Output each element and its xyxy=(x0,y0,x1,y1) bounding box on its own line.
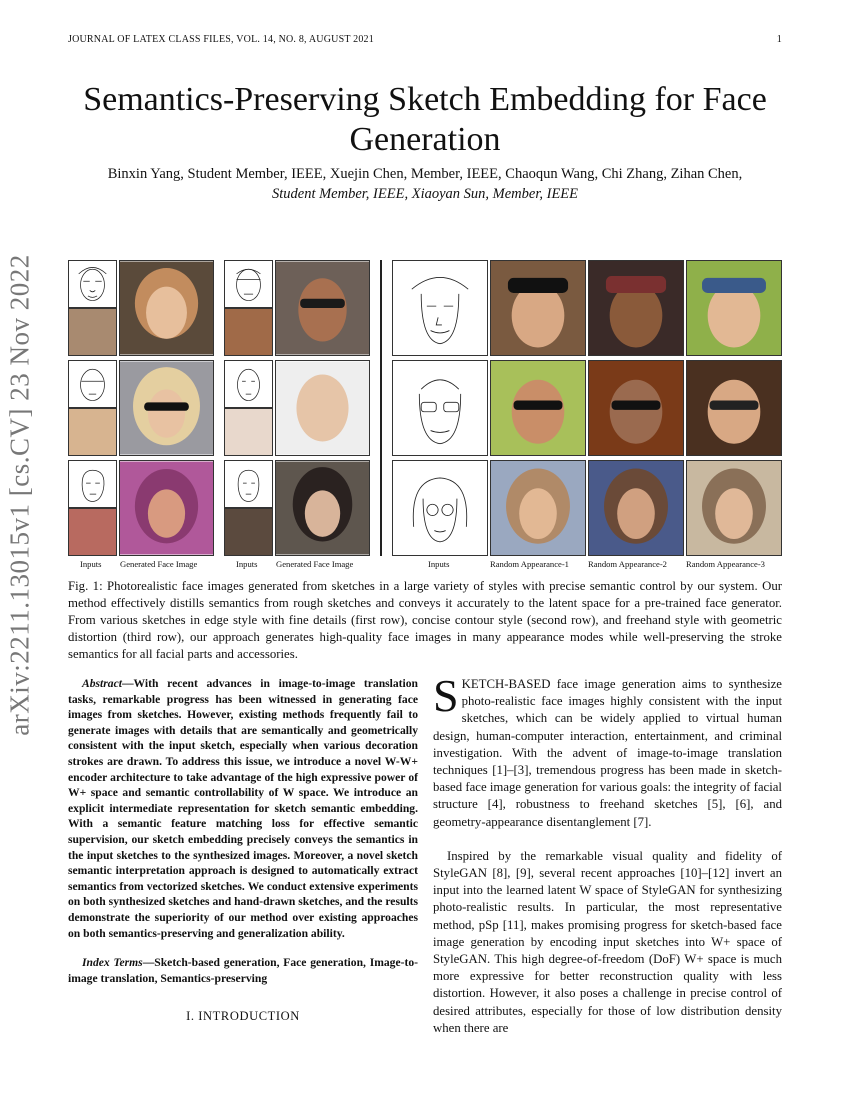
intro-paragraph-2: Inspired by the remarkable visual quality and fidelity of StyleGAN [8], [9], several recent approaches [10]–[12] invert an input into the learned latent W space of StyleGAN for synthesizing photo-realistic results. In particular, the most representative method, pSp [11], makes promising progress for sketch-based face image generation by encoding input sketches into W+ space of StyleGAN. This high degree-of-freedom (DoF) W+ space is much more expressive for better reconstruction quality with less distortion. However, it also poses a challenge in precise control of desired attributes, especially for those of low distribution density when there are xyxy=(433,848,782,1035)
random-appearance-face xyxy=(686,460,782,556)
index-terms xyxy=(68,955,418,986)
input-photo xyxy=(68,308,117,356)
right-column xyxy=(433,670,782,1037)
random-appearance-face xyxy=(490,360,586,456)
authors-line-1: Binxin Yang, Student Member, IEEE, Xuejin Chen, Member, IEEE, Chaoqun Wang, Chi Zhang, Zihan Chen, xyxy=(107,166,743,182)
sketch-large xyxy=(392,460,488,556)
index-terms-text: —Sketch-based generation, Face generation, Image-to-image translation, Semantics-preserving xyxy=(68,956,418,985)
generated-face xyxy=(275,460,370,556)
figure-divider xyxy=(380,260,382,556)
figure-1 xyxy=(68,258,782,569)
generated-face xyxy=(119,460,214,556)
sketch-large xyxy=(392,360,488,456)
intro-text-1: KETCH-BASED face image generation aims to synthesize photo-realistic face images highly consistent with the input sketches, which can be widely applied to virtual human design, human-computer interaction, entertainment, and criminal investigation. With the advent of image-to-image translation techniques [1]–[3], tremendous progress has been made in sketch-based face image generation for various goals: the integrity of facial structure [4], robustness to freehand sketches [5], [6], and geometry-appearance disentanglement [7]. xyxy=(433,677,782,829)
authors-line-2: Student Member, IEEE, Xiaoyan Sun, Member, IEEE xyxy=(271,186,579,202)
figure-caption: Fig. 1: Photorealistic face images generated from sketches in a large variety of styles with precise semantic control by our system. Our method effectively distills semantics from rough sketches and conveys it accurately to the latent space for a pre-trained face generator. From various sketches in edge style with fine details (first row), concise contour style (second row), and freehand style with geometric distortion (third row), our approach generates high-quality face images in many appearance modes while well-preserving the stroke semantics for all facial parts and accessories. xyxy=(68,579,782,661)
sketch-thumb xyxy=(224,260,273,308)
sketch-thumb xyxy=(224,360,273,408)
intro-paragraph-1 xyxy=(433,670,782,831)
generated-face xyxy=(119,360,214,456)
input-photo xyxy=(224,408,273,456)
label-inputs: Inputs xyxy=(428,559,450,569)
label-generated: Generated Face Image xyxy=(276,559,354,569)
label-inputs: Inputs xyxy=(236,559,258,569)
generated-face xyxy=(275,360,370,456)
random-appearance-face xyxy=(686,260,782,356)
arxiv-id: arXiv:2211.13015v1 [cs.CV] 23 Nov 2022 xyxy=(4,254,35,736)
abstract xyxy=(68,676,418,941)
sketch-thumb xyxy=(68,360,117,408)
sketch-thumb xyxy=(68,260,117,308)
journal-name: JOURNAL OF LATEX CLASS FILES, VOL. 14, NO. 8, AUGUST 2021 xyxy=(68,34,374,45)
paper-title: Semantics-Preserving Sketch Embedding for Face Generation xyxy=(83,81,767,158)
author-list xyxy=(68,164,782,204)
label-random-3: Random Appearance-3 xyxy=(686,559,765,569)
label-generated: Generated Face Image xyxy=(120,559,198,569)
input-photo xyxy=(68,508,117,556)
index-terms-label: Index Terms xyxy=(82,956,143,970)
generated-face xyxy=(119,260,214,356)
random-appearance-face xyxy=(588,360,684,456)
sketch-thumb xyxy=(68,460,117,508)
drop-cap: S xyxy=(433,670,459,721)
section-heading: I. INTRODUCTION xyxy=(186,1009,300,1024)
left-column xyxy=(68,676,418,1025)
sketch-large xyxy=(392,260,488,356)
arxiv-stamp xyxy=(0,254,40,736)
generated-face xyxy=(275,260,370,356)
input-photo xyxy=(224,508,273,556)
label-inputs: Inputs xyxy=(80,559,102,569)
random-appearance-face xyxy=(686,360,782,456)
input-photo xyxy=(224,308,273,356)
running-header xyxy=(68,34,782,48)
abstract-label: Abstract xyxy=(82,677,122,690)
label-random-1: Random Appearance-1 xyxy=(490,559,569,569)
random-appearance-face xyxy=(588,460,684,556)
abstract-text: —With recent advances in image-to-image translation tasks, remarkable progress has been witnessed in generating face images from sketches. However, existing methods frequently fail to generate images with details that are semantically and geometrically consistent with the input sketch, especially when various decoration strokes are drawn. To address this issue, we introduce a novel W-W+ encoder architecture to take advantage of the high expressive power of W+ space and semantic controllability of W space. We introduce an explicit intermediate representation for sketch semantic embedding. With a semantic feature matching loss for effective semantic supervision, our sketch embedding precisely conveys the semantics in the input sketches to the synthesized images. Moreover, a novel sketch semantic interpretation approach is designed to automatically extract semantics from vectorized sketches. We conduct extensive experiments on both synthesized sketches and hand-drawn sketches, and the results demonstrate the superiority of our method over existing approaches on both semantics-preserving and generalization ability. xyxy=(68,677,418,940)
sketch-thumb xyxy=(224,460,273,508)
label-random-2: Random Appearance-2 xyxy=(588,559,667,569)
input-photo xyxy=(68,408,117,456)
page-number: 1 xyxy=(776,34,782,45)
random-appearance-face xyxy=(490,260,586,356)
random-appearance-face xyxy=(588,260,684,356)
random-appearance-face xyxy=(490,460,586,556)
